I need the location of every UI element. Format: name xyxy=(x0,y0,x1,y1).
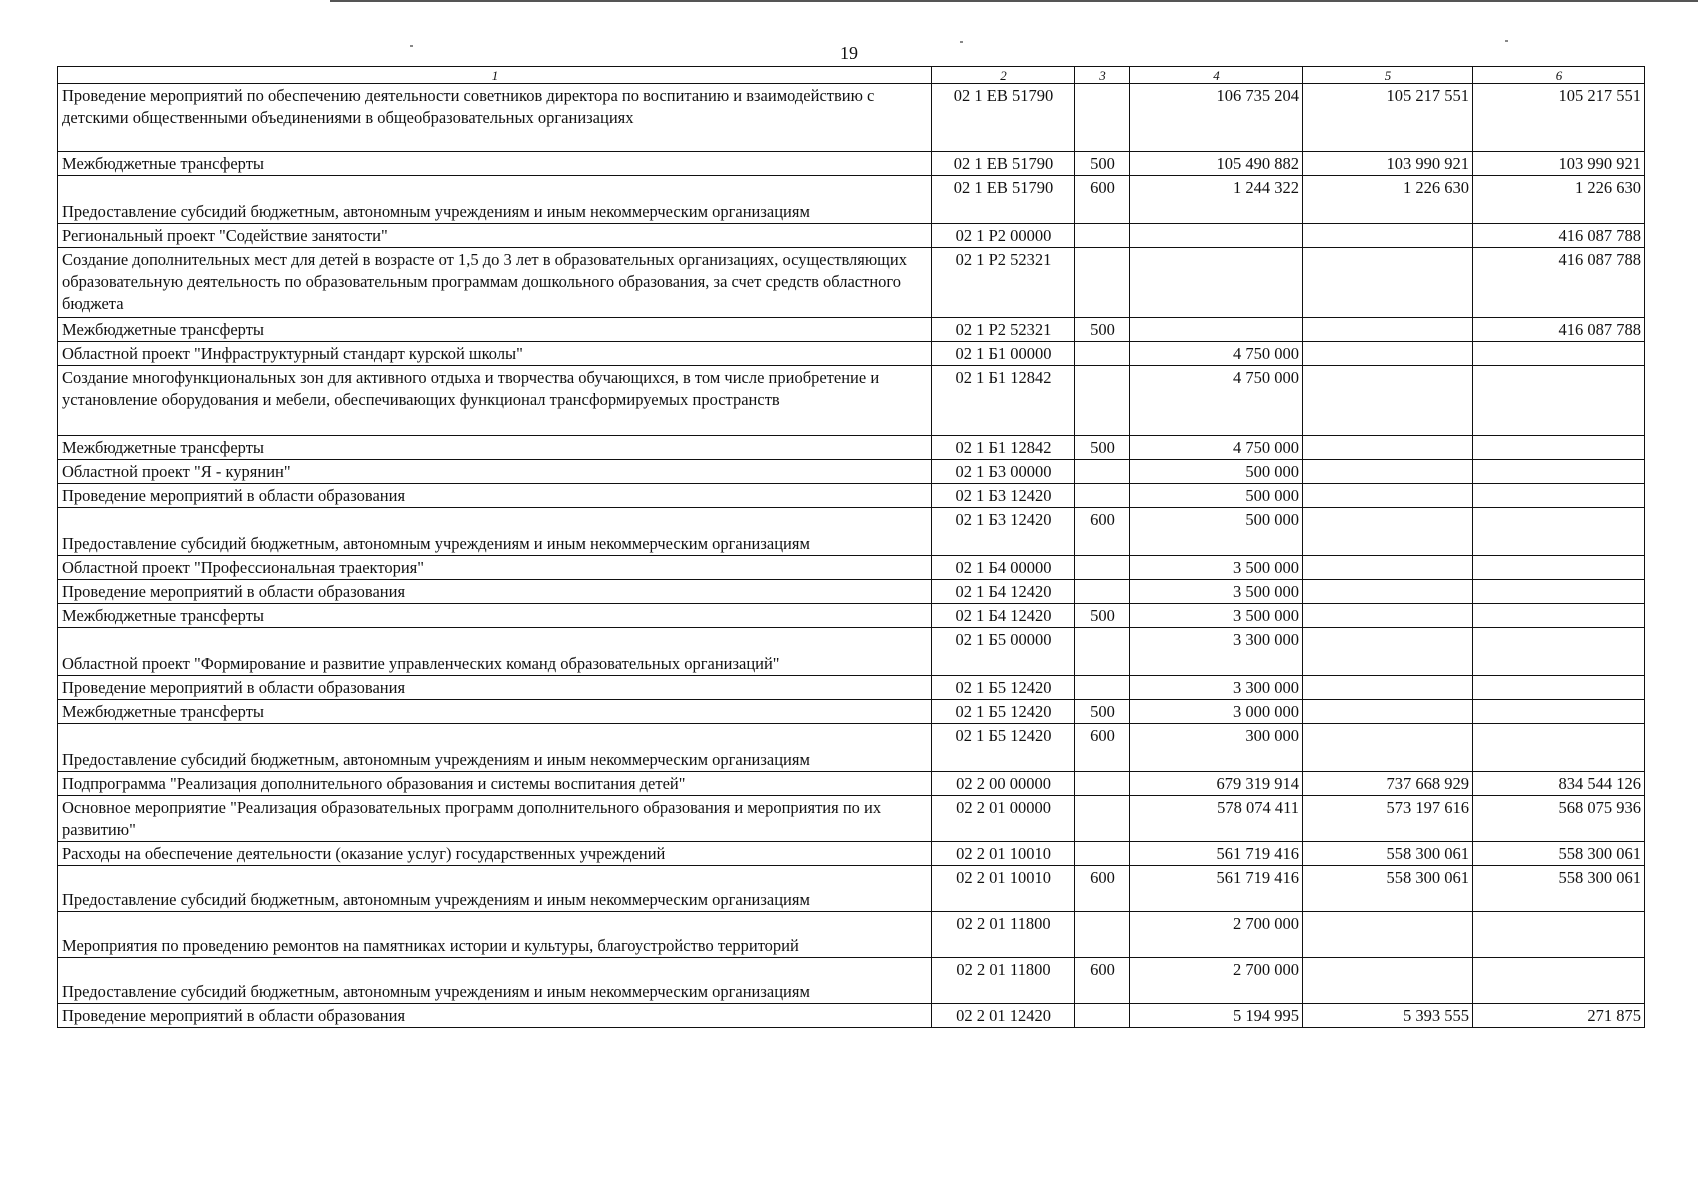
row-expense-type-cell xyxy=(1075,628,1130,676)
row-value-2025-cell: 1 226 630 xyxy=(1303,176,1473,224)
row-name-cell: Межбюджетные трансферты xyxy=(58,318,932,342)
row-value-2025-cell xyxy=(1303,556,1473,580)
row-code-cell: 02 1 Б4 12420 xyxy=(932,580,1075,604)
row-value-2025-cell xyxy=(1303,958,1473,1004)
row-name-cell: Областной проект "Профессиональная траектория" xyxy=(58,556,932,580)
row-expense-type-cell xyxy=(1075,912,1130,958)
row-value-2026-cell: 558 300 061 xyxy=(1473,842,1645,866)
scan-speck xyxy=(960,41,963,43)
row-value-2026-cell xyxy=(1473,676,1645,700)
row-value-2026-cell xyxy=(1473,484,1645,508)
row-value-2025-cell xyxy=(1303,580,1473,604)
row-value-2026-cell xyxy=(1473,342,1645,366)
row-name-cell: Предоставление субсидий бюджетным, автономным учреждениям и иным некоммерческим организациям xyxy=(58,724,932,772)
row-value-2026-cell xyxy=(1473,460,1645,484)
row-name-cell: Проведение мероприятий в области образования xyxy=(58,580,932,604)
row-value-2024-cell: 500 000 xyxy=(1130,484,1303,508)
table-row xyxy=(58,248,1645,318)
row-value-2024-cell xyxy=(1130,248,1303,318)
table-row xyxy=(58,176,1645,224)
row-value-2024-cell: 4 750 000 xyxy=(1130,342,1303,366)
row-name-cell: Межбюджетные трансферты xyxy=(58,604,932,628)
row-code-cell: 02 2 01 12420 xyxy=(932,1004,1075,1028)
row-value-2026-cell: 416 087 788 xyxy=(1473,248,1645,318)
row-expense-type-cell xyxy=(1075,84,1130,152)
table-row xyxy=(58,484,1645,508)
table-row xyxy=(58,84,1645,152)
table-row xyxy=(58,342,1645,366)
row-value-2024-cell xyxy=(1130,224,1303,248)
row-value-2026-cell: 105 217 551 xyxy=(1473,84,1645,152)
top-rule xyxy=(330,0,1698,2)
row-value-2024-cell: 3 300 000 xyxy=(1130,676,1303,700)
row-value-2025-cell xyxy=(1303,224,1473,248)
row-value-2025-cell xyxy=(1303,700,1473,724)
row-name-cell: Межбюджетные трансферты xyxy=(58,700,932,724)
row-expense-type-cell xyxy=(1075,580,1130,604)
table-row xyxy=(58,676,1645,700)
row-expense-type-cell: 600 xyxy=(1075,724,1130,772)
row-value-2024-cell: 2 700 000 xyxy=(1130,958,1303,1004)
row-value-2024-cell: 3 500 000 xyxy=(1130,604,1303,628)
row-value-2024-cell: 561 719 416 xyxy=(1130,842,1303,866)
table-row xyxy=(58,1004,1645,1028)
row-expense-type-cell xyxy=(1075,224,1130,248)
row-value-2025-cell: 105 217 551 xyxy=(1303,84,1473,152)
row-code-cell: 02 2 01 11800 xyxy=(932,958,1075,1004)
column-header: 5 xyxy=(1303,67,1473,84)
column-number-row xyxy=(58,67,1645,84)
row-value-2025-cell xyxy=(1303,628,1473,676)
row-value-2025-cell xyxy=(1303,318,1473,342)
row-code-cell: 02 1 ЕВ 51790 xyxy=(932,152,1075,176)
row-value-2025-cell: 558 300 061 xyxy=(1303,866,1473,912)
column-header: 6 xyxy=(1473,67,1645,84)
row-value-2026-cell xyxy=(1473,508,1645,556)
row-code-cell: 02 1 Б5 00000 xyxy=(932,628,1075,676)
table-row xyxy=(58,700,1645,724)
row-name-cell: Создание многофункциональных зон для активного отдыха и творчества обучающихся, в том числе приобретение и установление оборудования и мебели, обеспечивающих функционал трансформируемых пространств xyxy=(58,366,932,436)
row-code-cell: 02 1 Р2 52321 xyxy=(932,248,1075,318)
row-name-cell: Предоставление субсидий бюджетным, автономным учреждениям и иным некоммерческим организациям xyxy=(58,176,932,224)
table-row xyxy=(58,318,1645,342)
row-name-cell: Межбюджетные трансферты xyxy=(58,152,932,176)
row-name-cell: Межбюджетные трансферты xyxy=(58,436,932,460)
row-expense-type-cell: 600 xyxy=(1075,176,1130,224)
row-expense-type-cell xyxy=(1075,556,1130,580)
row-value-2025-cell xyxy=(1303,724,1473,772)
row-name-cell: Основное мероприятие "Реализация образовательных программ дополнительного образования и мероприятия по их развитию" xyxy=(58,796,932,842)
budget-table xyxy=(57,66,1645,1028)
row-code-cell: 02 1 Б3 12420 xyxy=(932,484,1075,508)
row-expense-type-cell: 500 xyxy=(1075,700,1130,724)
table-row xyxy=(58,604,1645,628)
row-value-2024-cell: 3 500 000 xyxy=(1130,556,1303,580)
row-code-cell: 02 2 00 00000 xyxy=(932,772,1075,796)
row-name-cell: Проведение мероприятий в области образования xyxy=(58,676,932,700)
row-expense-type-cell: 500 xyxy=(1075,604,1130,628)
row-value-2026-cell xyxy=(1473,436,1645,460)
row-value-2025-cell xyxy=(1303,676,1473,700)
row-code-cell: 02 1 Р2 00000 xyxy=(932,224,1075,248)
table-row xyxy=(58,866,1645,912)
row-name-cell: Предоставление субсидий бюджетным, автономным учреждениям и иным некоммерческим организациям xyxy=(58,508,932,556)
row-expense-type-cell xyxy=(1075,342,1130,366)
table-row xyxy=(58,366,1645,436)
row-value-2025-cell xyxy=(1303,460,1473,484)
row-code-cell: 02 2 01 00000 xyxy=(932,796,1075,842)
row-code-cell: 02 1 Б3 12420 xyxy=(932,508,1075,556)
row-value-2025-cell xyxy=(1303,366,1473,436)
row-value-2025-cell xyxy=(1303,604,1473,628)
row-code-cell: 02 1 ЕВ 51790 xyxy=(932,84,1075,152)
table-row xyxy=(58,556,1645,580)
row-code-cell: 02 1 Б3 00000 xyxy=(932,460,1075,484)
row-value-2025-cell xyxy=(1303,436,1473,460)
row-name-cell: Предоставление субсидий бюджетным, автономным учреждениям и иным некоммерческим организациям xyxy=(58,958,932,1004)
row-value-2024-cell: 1 244 322 xyxy=(1130,176,1303,224)
row-value-2026-cell: 568 075 936 xyxy=(1473,796,1645,842)
row-value-2025-cell xyxy=(1303,342,1473,366)
row-name-cell: Проведение мероприятий в области образования xyxy=(58,484,932,508)
column-header: 4 xyxy=(1130,67,1303,84)
row-expense-type-cell xyxy=(1075,676,1130,700)
row-code-cell: 02 2 01 10010 xyxy=(932,866,1075,912)
row-expense-type-cell: 500 xyxy=(1075,436,1130,460)
row-value-2025-cell: 558 300 061 xyxy=(1303,842,1473,866)
row-expense-type-cell: 600 xyxy=(1075,508,1130,556)
row-value-2026-cell xyxy=(1473,628,1645,676)
row-value-2025-cell: 5 393 555 xyxy=(1303,1004,1473,1028)
row-expense-type-cell xyxy=(1075,772,1130,796)
row-name-cell: Расходы на обеспечение деятельности (оказание услуг) государственных учреждений xyxy=(58,842,932,866)
table-row xyxy=(58,912,1645,958)
row-name-cell: Создание дополнительных мест для детей в возрасте от 1,5 до 3 лет в образовательных организациях, осуществляющих образовательную деятельность по образовательным программам дошкольного образования, за счет средств областного бюджета xyxy=(58,248,932,318)
row-value-2026-cell xyxy=(1473,366,1645,436)
table-row xyxy=(58,724,1645,772)
row-expense-type-cell xyxy=(1075,460,1130,484)
row-value-2026-cell: 834 544 126 xyxy=(1473,772,1645,796)
row-value-2026-cell: 558 300 061 xyxy=(1473,866,1645,912)
row-code-cell: 02 1 Р2 52321 xyxy=(932,318,1075,342)
row-name-cell: Предоставление субсидий бюджетным, автономным учреждениям и иным некоммерческим организациям xyxy=(58,866,932,912)
row-code-cell: 02 1 Б1 00000 xyxy=(932,342,1075,366)
row-value-2024-cell: 106 735 204 xyxy=(1130,84,1303,152)
row-value-2026-cell xyxy=(1473,912,1645,958)
scan-speck xyxy=(1505,40,1508,42)
table-row xyxy=(58,224,1645,248)
row-value-2026-cell xyxy=(1473,958,1645,1004)
table-row xyxy=(58,796,1645,842)
row-value-2024-cell: 3 500 000 xyxy=(1130,580,1303,604)
row-value-2026-cell: 103 990 921 xyxy=(1473,152,1645,176)
row-name-cell: Областной проект "Формирование и развитие управленческих команд образовательных организаций" xyxy=(58,628,932,676)
table-row xyxy=(58,460,1645,484)
row-value-2024-cell: 5 194 995 xyxy=(1130,1004,1303,1028)
row-expense-type-cell xyxy=(1075,842,1130,866)
row-expense-type-cell xyxy=(1075,366,1130,436)
row-expense-type-cell xyxy=(1075,796,1130,842)
row-name-cell: Областной проект "Инфраструктурный стандарт курской школы" xyxy=(58,342,932,366)
table-row xyxy=(58,958,1645,1004)
row-value-2025-cell xyxy=(1303,508,1473,556)
row-value-2025-cell xyxy=(1303,248,1473,318)
row-value-2026-cell: 416 087 788 xyxy=(1473,318,1645,342)
row-code-cell: 02 1 Б4 12420 xyxy=(932,604,1075,628)
row-value-2025-cell: 573 197 616 xyxy=(1303,796,1473,842)
row-value-2024-cell: 4 750 000 xyxy=(1130,436,1303,460)
row-value-2024-cell: 2 700 000 xyxy=(1130,912,1303,958)
table-row xyxy=(58,580,1645,604)
row-expense-type-cell: 500 xyxy=(1075,152,1130,176)
table-row xyxy=(58,152,1645,176)
row-value-2024-cell: 679 319 914 xyxy=(1130,772,1303,796)
row-value-2024-cell: 500 000 xyxy=(1130,508,1303,556)
row-value-2026-cell: 416 087 788 xyxy=(1473,224,1645,248)
row-expense-type-cell xyxy=(1075,1004,1130,1028)
row-name-cell: Мероприятия по проведению ремонтов на памятниках истории и культуры, благоустройство территорий xyxy=(58,912,932,958)
row-value-2026-cell xyxy=(1473,556,1645,580)
row-value-2026-cell xyxy=(1473,700,1645,724)
row-name-cell: Проведение мероприятий в области образования xyxy=(58,1004,932,1028)
row-value-2025-cell xyxy=(1303,484,1473,508)
column-header: 1 xyxy=(58,67,932,84)
row-code-cell: 02 1 Б1 12842 xyxy=(932,366,1075,436)
row-value-2025-cell: 103 990 921 xyxy=(1303,152,1473,176)
row-code-cell: 02 1 ЕВ 51790 xyxy=(932,176,1075,224)
table-row xyxy=(58,772,1645,796)
page-number: 19 xyxy=(840,43,858,63)
table-row xyxy=(58,628,1645,676)
row-value-2024-cell: 561 719 416 xyxy=(1130,866,1303,912)
row-value-2026-cell xyxy=(1473,604,1645,628)
row-value-2024-cell: 300 000 xyxy=(1130,724,1303,772)
row-expense-type-cell: 600 xyxy=(1075,866,1130,912)
table-row xyxy=(58,508,1645,556)
row-code-cell: 02 1 Б1 12842 xyxy=(932,436,1075,460)
row-code-cell: 02 1 Б4 00000 xyxy=(932,556,1075,580)
row-value-2026-cell: 1 226 630 xyxy=(1473,176,1645,224)
row-value-2024-cell xyxy=(1130,318,1303,342)
row-code-cell: 02 1 Б5 12420 xyxy=(932,676,1075,700)
row-name-cell: Проведение мероприятий по обеспечению деятельности советников директора по воспитанию и взаимодействию с детскими общественными объединениями в общеобразовательных организациях xyxy=(58,84,932,152)
row-value-2026-cell: 271 875 xyxy=(1473,1004,1645,1028)
row-value-2024-cell: 3 300 000 xyxy=(1130,628,1303,676)
row-value-2026-cell xyxy=(1473,724,1645,772)
row-name-cell: Региональный проект "Содействие занятости" xyxy=(58,224,932,248)
row-code-cell: 02 2 01 11800 xyxy=(932,912,1075,958)
row-expense-type-cell xyxy=(1075,248,1130,318)
row-value-2024-cell: 105 490 882 xyxy=(1130,152,1303,176)
row-name-cell: Областной проект "Я - курянин" xyxy=(58,460,932,484)
row-value-2025-cell xyxy=(1303,912,1473,958)
column-header: 3 xyxy=(1075,67,1130,84)
column-header: 2 xyxy=(932,67,1075,84)
row-code-cell: 02 1 Б5 12420 xyxy=(932,724,1075,772)
table-row xyxy=(58,842,1645,866)
row-expense-type-cell: 600 xyxy=(1075,958,1130,1004)
scan-speck xyxy=(410,45,413,47)
row-value-2025-cell: 737 668 929 xyxy=(1303,772,1473,796)
row-expense-type-cell xyxy=(1075,484,1130,508)
row-name-cell: Подпрограмма "Реализация дополнительного образования и системы воспитания детей" xyxy=(58,772,932,796)
row-code-cell: 02 2 01 10010 xyxy=(932,842,1075,866)
table-row xyxy=(58,436,1645,460)
row-code-cell: 02 1 Б5 12420 xyxy=(932,700,1075,724)
row-value-2024-cell: 500 000 xyxy=(1130,460,1303,484)
row-value-2024-cell: 4 750 000 xyxy=(1130,366,1303,436)
row-value-2024-cell: 578 074 411 xyxy=(1130,796,1303,842)
row-value-2024-cell: 3 000 000 xyxy=(1130,700,1303,724)
row-value-2026-cell xyxy=(1473,580,1645,604)
row-expense-type-cell: 500 xyxy=(1075,318,1130,342)
